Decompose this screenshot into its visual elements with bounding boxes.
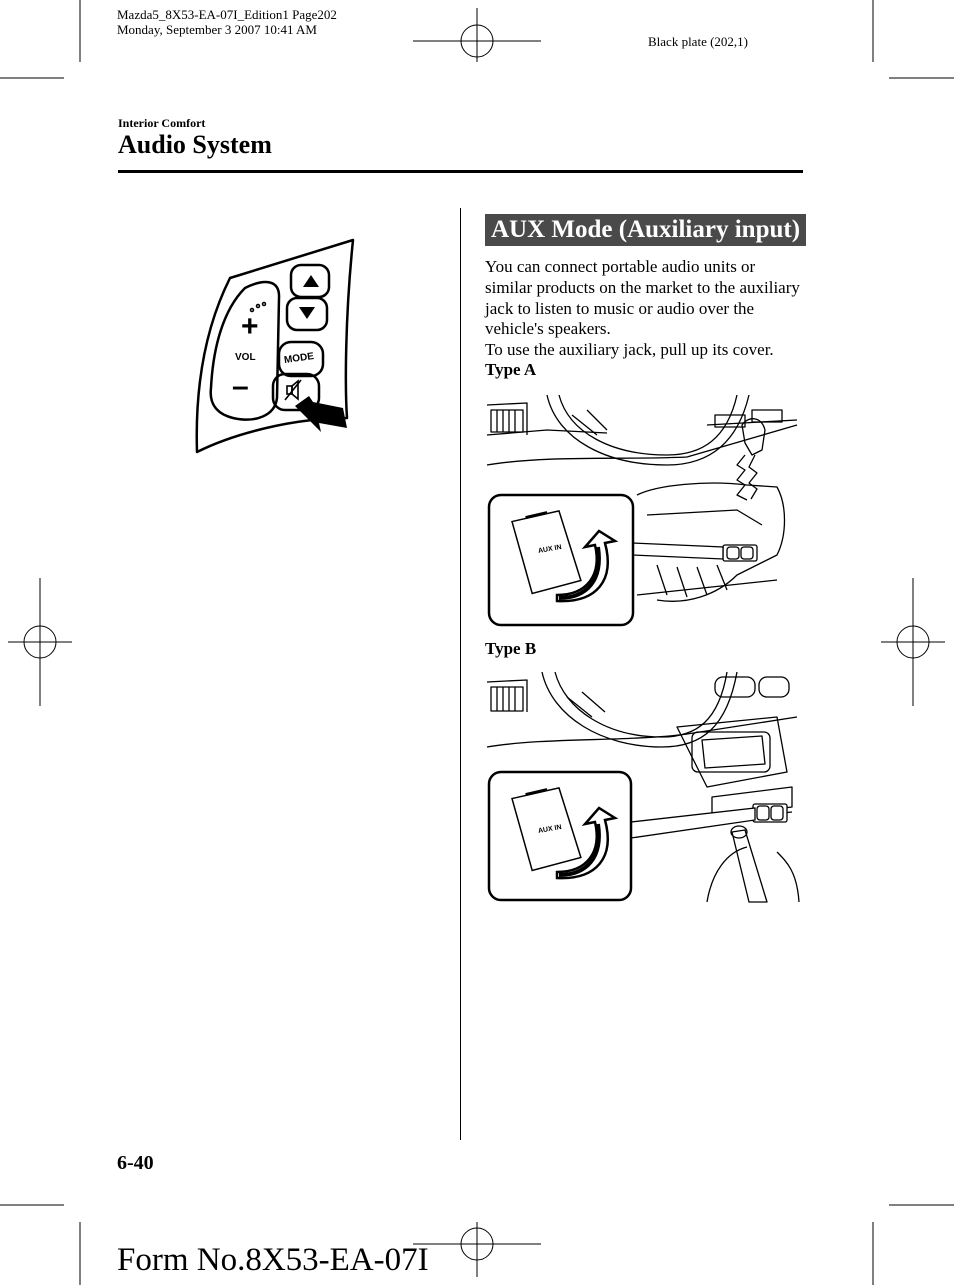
form-number: Form No.8X53-EA-07I: [117, 1242, 429, 1278]
page-title: Audio System: [118, 130, 272, 159]
plate-label: Black plate (202,1): [648, 34, 748, 49]
aux-paragraph-1: You can connect portable audio units or similar products on the market to the auxiliary jack to listen to music or audio over the vehicle's speakers.: [485, 257, 800, 339]
volume-minus-symbol: –: [232, 370, 249, 403]
page-number: 6-40: [117, 1152, 154, 1174]
type-a-illustration: [487, 395, 801, 627]
aux-paragraph-2: To use the auxiliary jack, pull up its cover.: [485, 340, 774, 360]
steering-switch-illustration: [195, 238, 355, 454]
column-divider: [460, 208, 461, 1140]
type-b-label: Type B: [485, 639, 537, 658]
print-header-line1: Mazda5_8X53-EA-07I_Edition1 Page202: [117, 7, 337, 22]
aux-heading: AUX Mode (Auxiliary input): [485, 214, 806, 246]
section-category: Interior Comfort: [118, 116, 206, 130]
volume-plus-symbol: +: [241, 310, 259, 343]
registration-mark-top: [413, 8, 541, 62]
print-header-line2: Monday, September 3 2007 10:41 AM: [117, 22, 317, 37]
header-rule: [118, 170, 803, 173]
registration-mark-bottom: [413, 1222, 541, 1277]
mode-label: MODE: [283, 350, 315, 367]
type-b-illustration: [487, 672, 801, 904]
vol-label: VOL: [235, 352, 256, 363]
type-a-label: Type A: [485, 360, 537, 379]
aux-body: [485, 257, 805, 361]
aux-in-label-b: AUX IN: [537, 823, 563, 836]
aux-in-label-a: AUX IN: [537, 543, 563, 556]
registration-mark-right: [881, 578, 945, 706]
registration-mark-left: [8, 578, 72, 706]
print-header: [117, 7, 337, 37]
